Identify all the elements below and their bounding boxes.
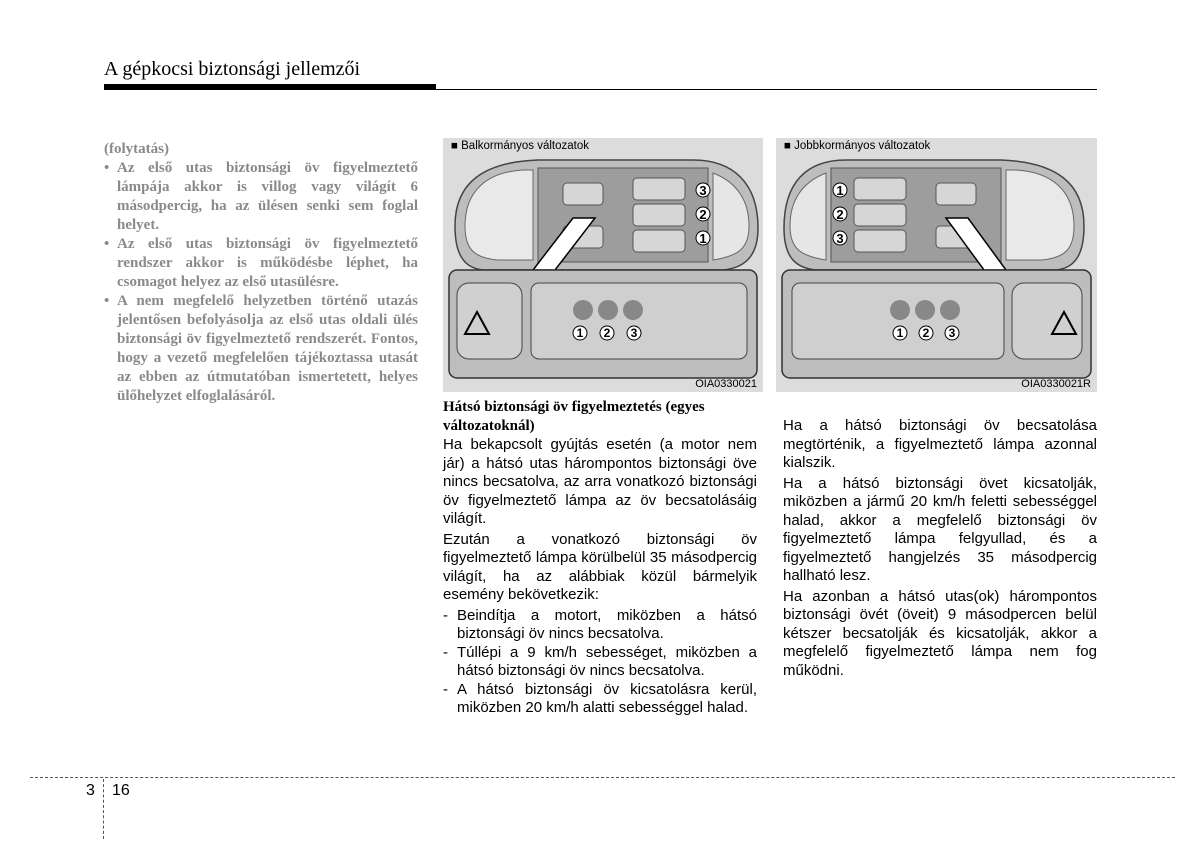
condition-list [443,607,757,718]
seat-number: 2 [836,207,844,222]
car-seatbelt-illustration [776,138,1097,392]
figure-label: ■ Balkormányos változatok [451,140,589,152]
list-item: • A nem megfelelő helyzetben történő utazás jelentősen befolyásolja az első utas oldali ülés biztonsági öv figyelmeztető rendszerét. Fontos, hogy a vezető megfelelően tájékoztassa utasát az ebben az útmutatóban ismertetett, helyes ülőhelyzet elfoglalásáról. [104,292,418,406]
chapter-number: 3 [86,782,95,799]
paragraph: Ha bekapcsolt gyújtás esetén (a motor nem jár) a hátsó utas hárompontos biztonsági öve nincs becsatolva, az arra vonatkozó biztonsági öv figyelmeztető lámpa az öv becsatolásáig világít. [443,436,757,527]
lamp-number: 2 [922,326,930,340]
page-title: A gépkocsi biztonsági jellemzői [104,58,361,80]
lamp-number: 2 [603,326,611,340]
left-column [104,140,418,406]
paragraph: Ezután a vonatkozó biztonsági öv figyelmeztető lámpa körülbelül 35 másodpercig világít, ha az alábbiak közül bármelyik esemény bekövetkezik: [443,530,757,603]
list-item: - Beindítja a motort, miközben a hátsó biztonsági öv nincs becsatolva. [443,607,757,644]
left-bullet-list [104,159,418,406]
figure-label: ■ Jobbkormányos változatok [784,140,931,152]
seat-number: 1 [836,183,844,198]
car-seatbelt-illustration [443,138,763,392]
list-item: - Túllépi a 9 km/h sebességet, miközben a hátsó biztonsági öv nincs becsatolva. [443,644,757,681]
list-item: • Az első utas biztonsági öv figyelmeztető lámpája akkor is villog vagy világít 6 másodpercig, ha az ülésen senki sem foglal helyet. [104,159,418,235]
paragraph: Ha a hátsó biztonsági öv becsatolása megtörténik, a figyelmeztető lámpa azonnal kialszik. [783,417,1097,471]
paragraph: Ha azonban a hátsó utas(ok) hárompontos biztonsági övét (öveit) 9 másodpercen belül kétszer becsatolják és kicsatolják, akkor a megfelelő figyelmeztető lámpa nem fog működni. [783,587,1097,679]
lamp-number: 1 [896,326,904,340]
seat-number: 3 [836,231,844,246]
footer-divider [103,779,104,839]
footer-rule [30,777,1175,778]
seat-number: 2 [699,207,707,222]
section-heading: Hátsó biztonsági öv figyelmeztetés (egyes változatoknál) [443,399,705,434]
seat-number: 1 [699,231,707,246]
list-item: • Az első utas biztonsági öv figyelmeztető rendszer akkor is működésbe léphet, ha csomagot helyez az első utasülésre. [104,235,418,292]
lamp-number: 3 [948,326,956,340]
list-item: - A hátsó biztonsági öv kicsatolásra kerül, miközben 20 km/h alatti sebességgel halad. [443,681,757,718]
middle-column [443,398,757,718]
figure-code: OIA0330021R [1021,378,1091,390]
seat-number: 3 [699,183,707,198]
lamp-number: 3 [630,326,638,340]
paragraph: Ha a hátsó biztonsági övet kicsatolják, miközben a jármű 20 km/h feletti sebességgel halad, akkor a megfelelő biztonsági öv figyelmeztető lámpa felgyullad, és a figyelmeztető hangjelzés 35 másodpercig hallható lesz. [783,474,1097,584]
title-underline [104,84,436,90]
continued-label: (folytatás) [104,141,169,157]
header-rule [436,89,1097,90]
lamp-number: 1 [576,326,584,340]
figure-left-hand-drive [443,138,763,392]
page-number: 16 [112,782,130,799]
figure-right-hand-drive [776,138,1097,392]
figure-code: OIA0330021 [695,378,757,390]
right-column [783,417,1097,682]
